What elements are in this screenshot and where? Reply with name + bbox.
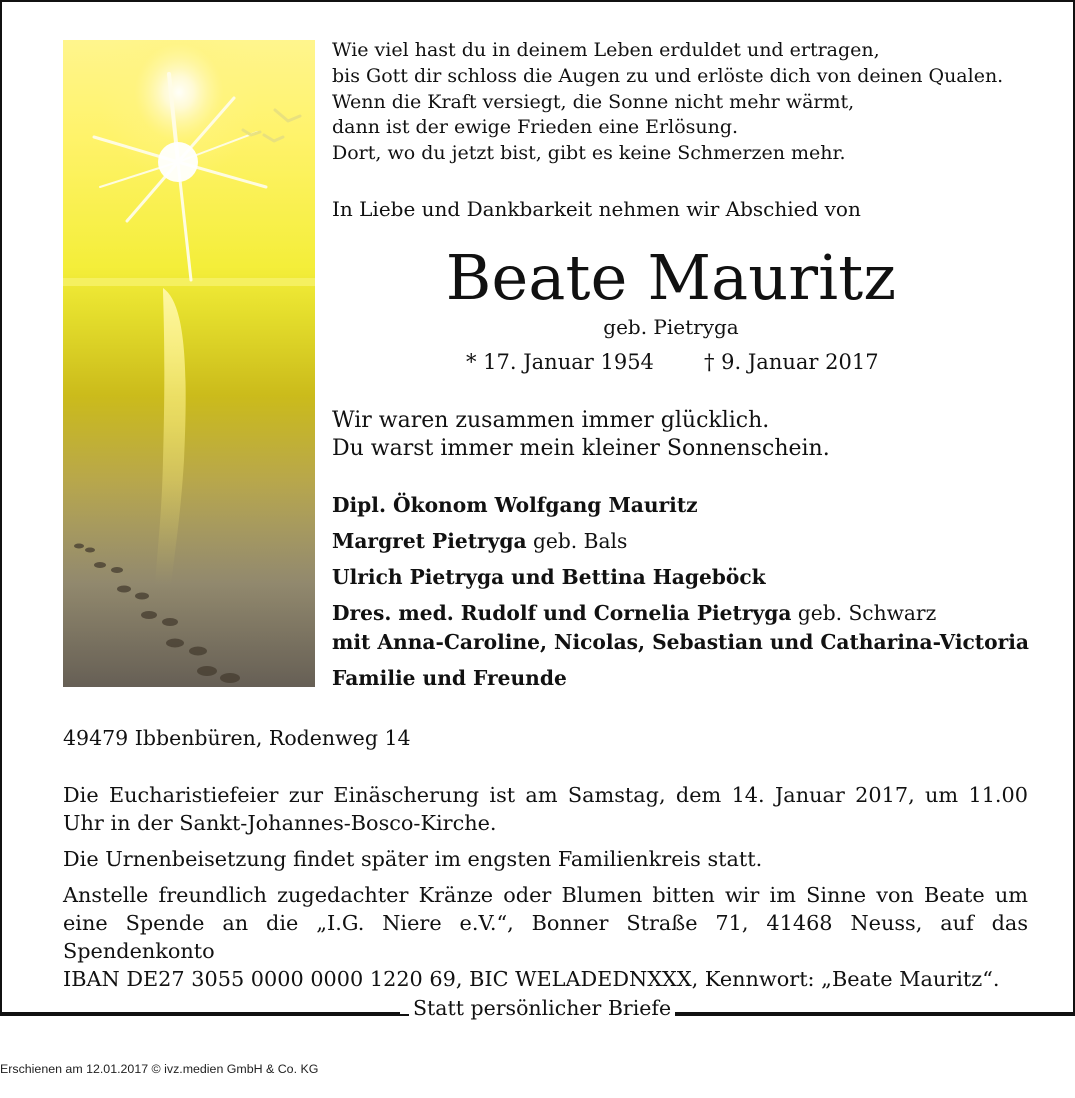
- service-details: [63, 781, 1028, 1001]
- personal-message: [332, 407, 830, 463]
- family-name: Margret Pietryga: [332, 529, 527, 553]
- family-line: [332, 527, 1052, 556]
- footer-rule-left: [2, 1012, 400, 1014]
- poem-line: Wenn die Kraft versiegt, die Sonne nicht mehr wärmt,: [332, 90, 855, 113]
- family-line: [332, 664, 1052, 693]
- family-line: [332, 599, 1052, 628]
- footer-label: Statt persönlicher Briefe: [409, 995, 675, 1021]
- deceased-name: Beate Mauritz: [445, 241, 897, 314]
- poem-line: bis Gott dir schloss die Augen zu und erlöste dich von deinen Qualen.: [332, 64, 1004, 87]
- family-name: Dres. med. Rudolf und Cornelia Pietryga: [332, 601, 792, 625]
- donation-text-part: Anstelle freundlich zugedachter Kränze oder Blumen bitten wir im Sinne von Beate um eine Spende an die „I.G. Niere e.V.“, Bonner Straße 71, 41468 Neuss, auf das Spendenkonto: [63, 883, 1028, 963]
- opening-poem: [332, 38, 1032, 167]
- birth-name: geb. Pietryga: [603, 315, 739, 339]
- family-name: Familie und Freunde: [332, 666, 567, 690]
- family-line: [332, 563, 1052, 592]
- family-name: mit Anna-Caroline, Nicolas, Sebastian und Catharina-Victoria: [332, 630, 1029, 654]
- address: 49479 Ibbenbüren, Rodenweg 14: [63, 726, 411, 750]
- family-name: Dipl. Ökonom Wolfgang Mauritz: [332, 493, 698, 517]
- poem-line: dann ist der ewige Frieden eine Erlösung.: [332, 116, 739, 139]
- death-date: † 9. Januar 2017: [704, 350, 879, 374]
- family-line: [332, 628, 1052, 657]
- donation-text: [63, 881, 1028, 993]
- message-line: Wir waren zusammen immer glücklich.: [332, 408, 770, 433]
- footer-rule-right: [675, 1012, 1073, 1014]
- publication-note: Erschienen am 12.01.2017 © ivz.medien GmbH & Co. KG: [0, 1062, 319, 1076]
- burial-text: Die Urnenbeisetzung findet später im engsten Familienkreis statt.: [63, 847, 763, 871]
- ceremony-text: Die Eucharistiefeier zur Einäscherung ist am Samstag, dem 14. Januar 2017, um 11.00 Uhr in der Sankt-Johannes-Bosco-Kirche.: [63, 783, 1028, 835]
- sunset-image: [63, 40, 315, 687]
- birth-date: * 17. Januar 1954: [466, 350, 654, 374]
- family-suffix: geb. Bals: [526, 529, 628, 553]
- farewell-intro: In Liebe und Dankbarkeit nehmen wir Abschied von: [332, 197, 861, 221]
- message-line: Du warst immer mein kleiner Sonnenschein.: [332, 436, 830, 461]
- deceased-name-block: [371, 242, 971, 340]
- family-line: [332, 491, 1052, 520]
- sunset-sea-footprints-image: [63, 40, 315, 687]
- donation-bank-details: IBAN DE27 3055 0000 0000 1220 69, BIC WELADEDNXXX, Kennwort: „Beate Mauritz“.: [63, 967, 1000, 991]
- poem-line: Dort, wo du jetzt bist, gibt es keine Schmerzen mehr.: [332, 142, 846, 165]
- family-suffix: geb. Schwarz: [791, 601, 937, 625]
- life-dates: [466, 347, 896, 377]
- family-name: Ulrich Pietryga und Bettina Hageböck: [332, 565, 766, 589]
- family-list: [332, 491, 1052, 693]
- poem-line: Wie viel hast du in deinem Leben erduldet und ertragen,: [332, 39, 880, 61]
